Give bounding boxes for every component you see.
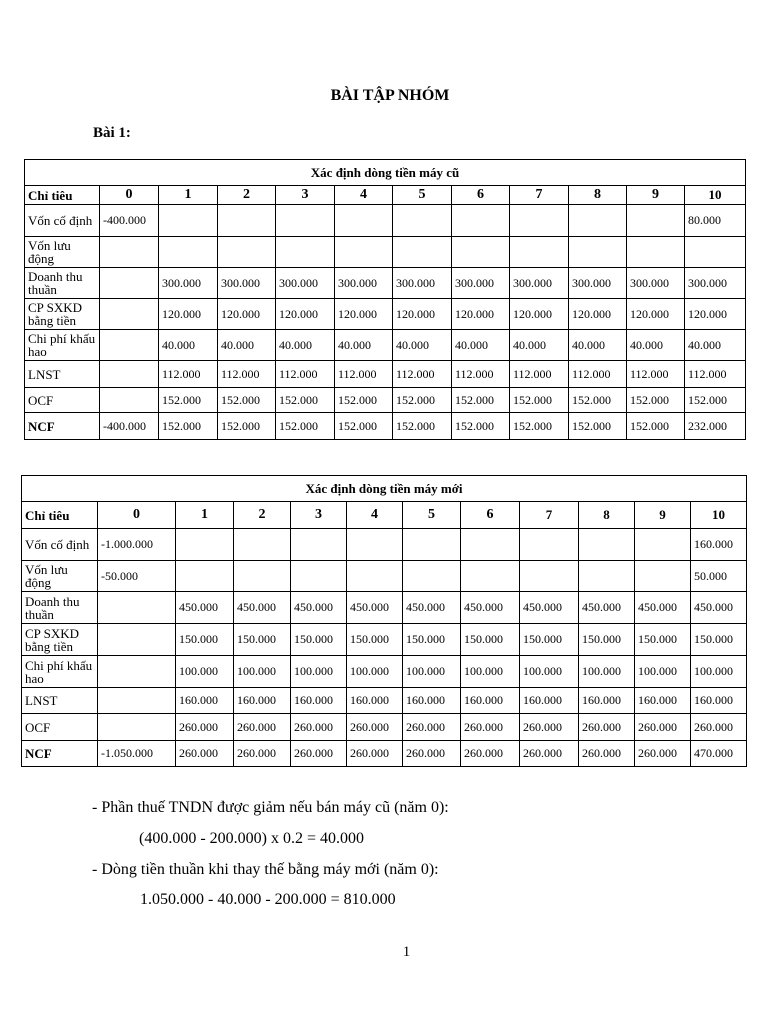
table-cell: 260.000 xyxy=(579,714,635,741)
table-cell: 450.000 xyxy=(347,592,403,624)
header-cell: 6 xyxy=(461,502,520,529)
table-cell: 160.000 xyxy=(347,688,403,714)
table-row xyxy=(25,413,746,440)
table-cell xyxy=(403,529,461,561)
table-cell xyxy=(218,205,276,237)
table-cell: 152.000 xyxy=(159,413,218,440)
table-cell: 152.000 xyxy=(276,413,335,440)
table-row xyxy=(22,592,747,624)
table-cell: 112.000 xyxy=(335,361,393,388)
table-cell: 40.000 xyxy=(159,330,218,361)
table-cell: 152.000 xyxy=(393,413,452,440)
table-cell xyxy=(520,529,579,561)
table-cell xyxy=(159,205,218,237)
table-cell: 120.000 xyxy=(452,299,510,330)
row-label: Vốn lưu động xyxy=(25,237,100,268)
table-cell: 150.000 xyxy=(579,624,635,656)
table-cell: 152.000 xyxy=(335,388,393,413)
table-cell: 300.000 xyxy=(685,268,746,299)
table-cell: 232.000 xyxy=(685,413,746,440)
row-label: OCF xyxy=(22,714,98,741)
table-cell: 300.000 xyxy=(393,268,452,299)
page-title: BÀI TẬP NHÓM xyxy=(330,87,450,104)
table-cell: 40.000 xyxy=(627,330,685,361)
table-cell: 300.000 xyxy=(510,268,569,299)
row-label: Vốn cố định xyxy=(25,205,100,237)
table-cell xyxy=(635,529,691,561)
table-cell xyxy=(347,561,403,592)
table-cell xyxy=(347,529,403,561)
table-row xyxy=(25,361,746,388)
header-cell: 7 xyxy=(510,186,569,205)
table-cell: 152.000 xyxy=(685,388,746,413)
table-cell: 160.000 xyxy=(176,688,234,714)
table-cell xyxy=(98,624,176,656)
table-cell: -50.000 xyxy=(98,561,176,592)
table-cell xyxy=(100,388,159,413)
table-cell xyxy=(685,237,746,268)
header-cell: 8 xyxy=(579,502,635,529)
table-cell xyxy=(452,237,510,268)
table-row xyxy=(25,237,746,268)
table-cell: 450.000 xyxy=(176,592,234,624)
row-label: NCF xyxy=(22,741,98,767)
table-cell: 152.000 xyxy=(159,388,218,413)
table-cell xyxy=(510,237,569,268)
table-cell: 450.000 xyxy=(403,592,461,624)
table-cell: 300.000 xyxy=(159,268,218,299)
header-cell: Chỉ tiêu xyxy=(22,502,98,529)
header-cell: 9 xyxy=(635,502,691,529)
table-cell: 450.000 xyxy=(635,592,691,624)
new-machine-cashflow-table xyxy=(21,475,747,767)
header-cell: 3 xyxy=(276,186,335,205)
note-tax-saving-formula: (400.000 - 200.000) x 0.2 = 40.000 xyxy=(139,830,365,847)
table-cell: 112.000 xyxy=(510,361,569,388)
table-cell: 260.000 xyxy=(635,741,691,767)
table-cell: 120.000 xyxy=(159,299,218,330)
table-cell: 152.000 xyxy=(510,413,569,440)
table-cell: 40.000 xyxy=(569,330,627,361)
table-cell: 260.000 xyxy=(579,741,635,767)
table-cell xyxy=(100,237,159,268)
header-cell: 3 xyxy=(291,502,347,529)
old-machine-cashflow-table xyxy=(24,159,746,440)
table-cell xyxy=(218,237,276,268)
table-cell xyxy=(461,529,520,561)
row-label: LNST xyxy=(22,688,98,714)
table-cell: 160.000 xyxy=(291,688,347,714)
row-label: Doanh thu thuần xyxy=(22,592,98,624)
table-cell xyxy=(291,561,347,592)
table-row xyxy=(22,561,747,592)
table-cell: 152.000 xyxy=(218,388,276,413)
table-cell xyxy=(159,237,218,268)
table-cell: 152.000 xyxy=(569,413,627,440)
note-net-cashflow-formula: 1.050.000 - 40.000 - 200.000 = 810.000 xyxy=(140,891,396,908)
table-cell: 450.000 xyxy=(520,592,579,624)
page-number: 1 xyxy=(402,944,411,960)
table-cell: 260.000 xyxy=(520,714,579,741)
table-cell: 152.000 xyxy=(335,413,393,440)
table-cell: 260.000 xyxy=(635,714,691,741)
table-cell: 160.000 xyxy=(520,688,579,714)
header-cell: 0 xyxy=(98,502,176,529)
table-cell: 120.000 xyxy=(627,299,685,330)
table-cell xyxy=(393,205,452,237)
header-cell: 9 xyxy=(627,186,685,205)
table-cell: 160.000 xyxy=(579,688,635,714)
table-cell: 260.000 xyxy=(461,714,520,741)
table-cell: 150.000 xyxy=(403,624,461,656)
header-cell: 1 xyxy=(159,186,218,205)
table-cell: 260.000 xyxy=(347,714,403,741)
table-cell: 470.000 xyxy=(691,741,747,767)
table-cell xyxy=(510,205,569,237)
table-cell xyxy=(461,561,520,592)
table-cell: 100.000 xyxy=(403,656,461,688)
table-cell: -400.000 xyxy=(100,205,159,237)
row-label: OCF xyxy=(25,388,100,413)
table-cell xyxy=(276,205,335,237)
table-cell: 120.000 xyxy=(510,299,569,330)
note-net-cashflow: - Dòng tiền thuần khi thay thế bằng máy mới (năm 0): xyxy=(92,861,439,878)
table-cell xyxy=(579,561,635,592)
table-cell: 120.000 xyxy=(335,299,393,330)
table-cell: 260.000 xyxy=(234,741,291,767)
table-cell: 150.000 xyxy=(691,624,747,656)
table-cell xyxy=(100,268,159,299)
header-cell: 10 xyxy=(685,186,746,205)
table-cell: 112.000 xyxy=(627,361,685,388)
table-cell: 100.000 xyxy=(579,656,635,688)
table-cell: 80.000 xyxy=(685,205,746,237)
table-cell xyxy=(579,529,635,561)
table-row xyxy=(22,714,747,741)
table-cell xyxy=(291,529,347,561)
table-cell: 150.000 xyxy=(291,624,347,656)
table-cell xyxy=(393,237,452,268)
table-cell xyxy=(627,237,685,268)
note-tax-saving: - Phần thuế TNDN được giảm nếu bán máy cũ (năm 0): xyxy=(92,799,449,816)
table-cell: 50.000 xyxy=(691,561,747,592)
table-cell: 40.000 xyxy=(335,330,393,361)
header-cell: 4 xyxy=(347,502,403,529)
table-cell xyxy=(176,561,234,592)
table-cell: 160.000 xyxy=(461,688,520,714)
header-cell: Chỉ tiêu xyxy=(25,186,100,205)
header-cell: 4 xyxy=(335,186,393,205)
table-row xyxy=(22,688,747,714)
table-cell: 120.000 xyxy=(276,299,335,330)
table-cell: 112.000 xyxy=(276,361,335,388)
table-cell: 260.000 xyxy=(520,741,579,767)
table-cell: 120.000 xyxy=(569,299,627,330)
table-cell: 100.000 xyxy=(461,656,520,688)
table-cell: 100.000 xyxy=(635,656,691,688)
table-cell xyxy=(452,205,510,237)
table-cell xyxy=(100,299,159,330)
table-caption: Xác định dòng tiền máy cũ xyxy=(25,160,746,186)
table-cell: 150.000 xyxy=(635,624,691,656)
table-cell: 100.000 xyxy=(234,656,291,688)
table-cell xyxy=(100,361,159,388)
row-label: Chi phí khấu hao xyxy=(22,656,98,688)
table-cell: 40.000 xyxy=(685,330,746,361)
table-cell xyxy=(176,529,234,561)
table-cell: 112.000 xyxy=(159,361,218,388)
table-cell: 100.000 xyxy=(691,656,747,688)
table-cell xyxy=(98,592,176,624)
table-cell: 100.000 xyxy=(520,656,579,688)
row-label: CP SXKD bằng tiền xyxy=(22,624,98,656)
table-cell xyxy=(635,561,691,592)
table-cell: 152.000 xyxy=(569,388,627,413)
table-cell: 160.000 xyxy=(691,529,747,561)
table-cell: 450.000 xyxy=(579,592,635,624)
table-cell: 152.000 xyxy=(627,388,685,413)
table-cell: 260.000 xyxy=(291,714,347,741)
section-label: Bài 1: xyxy=(93,125,131,141)
table-cell: 160.000 xyxy=(635,688,691,714)
table-cell: 450.000 xyxy=(234,592,291,624)
table-cell: 152.000 xyxy=(393,388,452,413)
table-cell: 450.000 xyxy=(691,592,747,624)
table-cell xyxy=(520,561,579,592)
table-cell: 300.000 xyxy=(335,268,393,299)
table-cell: 112.000 xyxy=(685,361,746,388)
row-label: Vốn lưu động xyxy=(22,561,98,592)
table-cell xyxy=(98,656,176,688)
table-cell: 300.000 xyxy=(569,268,627,299)
table-row xyxy=(22,656,747,688)
table-cell: 150.000 xyxy=(176,624,234,656)
table-cell xyxy=(98,714,176,741)
table-cell xyxy=(403,561,461,592)
table-cell xyxy=(335,205,393,237)
table-cell xyxy=(335,237,393,268)
table-cell: 40.000 xyxy=(393,330,452,361)
table-cell: 260.000 xyxy=(291,741,347,767)
table-row xyxy=(25,299,746,330)
table-cell: 40.000 xyxy=(452,330,510,361)
table-cell: -1.050.000 xyxy=(98,741,176,767)
header-cell: 2 xyxy=(234,502,291,529)
table-cell: 40.000 xyxy=(510,330,569,361)
table-cell: 260.000 xyxy=(176,741,234,767)
table-cell: 260.000 xyxy=(176,714,234,741)
table-cell: -400.000 xyxy=(100,413,159,440)
row-label: NCF xyxy=(25,413,100,440)
table-cell: 260.000 xyxy=(347,741,403,767)
table-cell: 120.000 xyxy=(393,299,452,330)
table-cell: 112.000 xyxy=(218,361,276,388)
table-cell: 260.000 xyxy=(234,714,291,741)
table-cell: 120.000 xyxy=(218,299,276,330)
table-row xyxy=(25,268,746,299)
table-cell: 150.000 xyxy=(520,624,579,656)
header-cell: 6 xyxy=(452,186,510,205)
header-cell: 0 xyxy=(100,186,159,205)
table-cell: 152.000 xyxy=(452,413,510,440)
table-cell: 450.000 xyxy=(461,592,520,624)
table-cell xyxy=(569,237,627,268)
table-cell: 150.000 xyxy=(461,624,520,656)
header-cell: 5 xyxy=(403,502,461,529)
table-cell: 300.000 xyxy=(218,268,276,299)
header-cell: 10 xyxy=(691,502,747,529)
table-cell: 160.000 xyxy=(403,688,461,714)
table-cell: 152.000 xyxy=(218,413,276,440)
table-cell: 300.000 xyxy=(452,268,510,299)
table-cell: 152.000 xyxy=(510,388,569,413)
row-label: LNST xyxy=(25,361,100,388)
table-cell: 150.000 xyxy=(234,624,291,656)
header-cell: 2 xyxy=(218,186,276,205)
table-cell xyxy=(569,205,627,237)
table-cell: 260.000 xyxy=(403,741,461,767)
table-cell: 112.000 xyxy=(569,361,627,388)
table-cell: 260.000 xyxy=(461,741,520,767)
table-cell: 112.000 xyxy=(393,361,452,388)
table-cell xyxy=(100,330,159,361)
table-cell: 100.000 xyxy=(291,656,347,688)
table-cell: 120.000 xyxy=(685,299,746,330)
table-cell: 150.000 xyxy=(347,624,403,656)
table-cell xyxy=(234,561,291,592)
table-cell: 152.000 xyxy=(452,388,510,413)
table-cell: 40.000 xyxy=(218,330,276,361)
table-cell xyxy=(98,688,176,714)
header-cell: 8 xyxy=(569,186,627,205)
row-label: Vốn cố định xyxy=(22,529,98,561)
table-cell xyxy=(234,529,291,561)
table-caption: Xác định dòng tiền máy mới xyxy=(22,476,747,502)
table-row xyxy=(25,330,746,361)
table-cell: 112.000 xyxy=(452,361,510,388)
table-cell: 450.000 xyxy=(291,592,347,624)
table-row xyxy=(25,205,746,237)
table-cell xyxy=(276,237,335,268)
table-cell: 100.000 xyxy=(347,656,403,688)
table-cell: 300.000 xyxy=(276,268,335,299)
header-cell: 5 xyxy=(393,186,452,205)
table-row xyxy=(22,529,747,561)
row-label: Doanh thu thuần xyxy=(25,268,100,299)
table-cell: 152.000 xyxy=(627,413,685,440)
table-cell: 260.000 xyxy=(403,714,461,741)
header-cell: 1 xyxy=(176,502,234,529)
table-row xyxy=(25,388,746,413)
table-cell: 300.000 xyxy=(627,268,685,299)
table-cell: 40.000 xyxy=(276,330,335,361)
table-cell: 260.000 xyxy=(691,714,747,741)
table-cell xyxy=(627,205,685,237)
table-row xyxy=(22,741,747,767)
table-cell: 100.000 xyxy=(176,656,234,688)
table-cell: 152.000 xyxy=(276,388,335,413)
table-cell: -1.000.000 xyxy=(98,529,176,561)
row-label: CP SXKD bằng tiền xyxy=(25,299,100,330)
table-cell: 160.000 xyxy=(691,688,747,714)
table-row xyxy=(22,624,747,656)
header-cell: 7 xyxy=(520,502,579,529)
table-cell: 160.000 xyxy=(234,688,291,714)
row-label: Chi phí khấu hao xyxy=(25,330,100,361)
